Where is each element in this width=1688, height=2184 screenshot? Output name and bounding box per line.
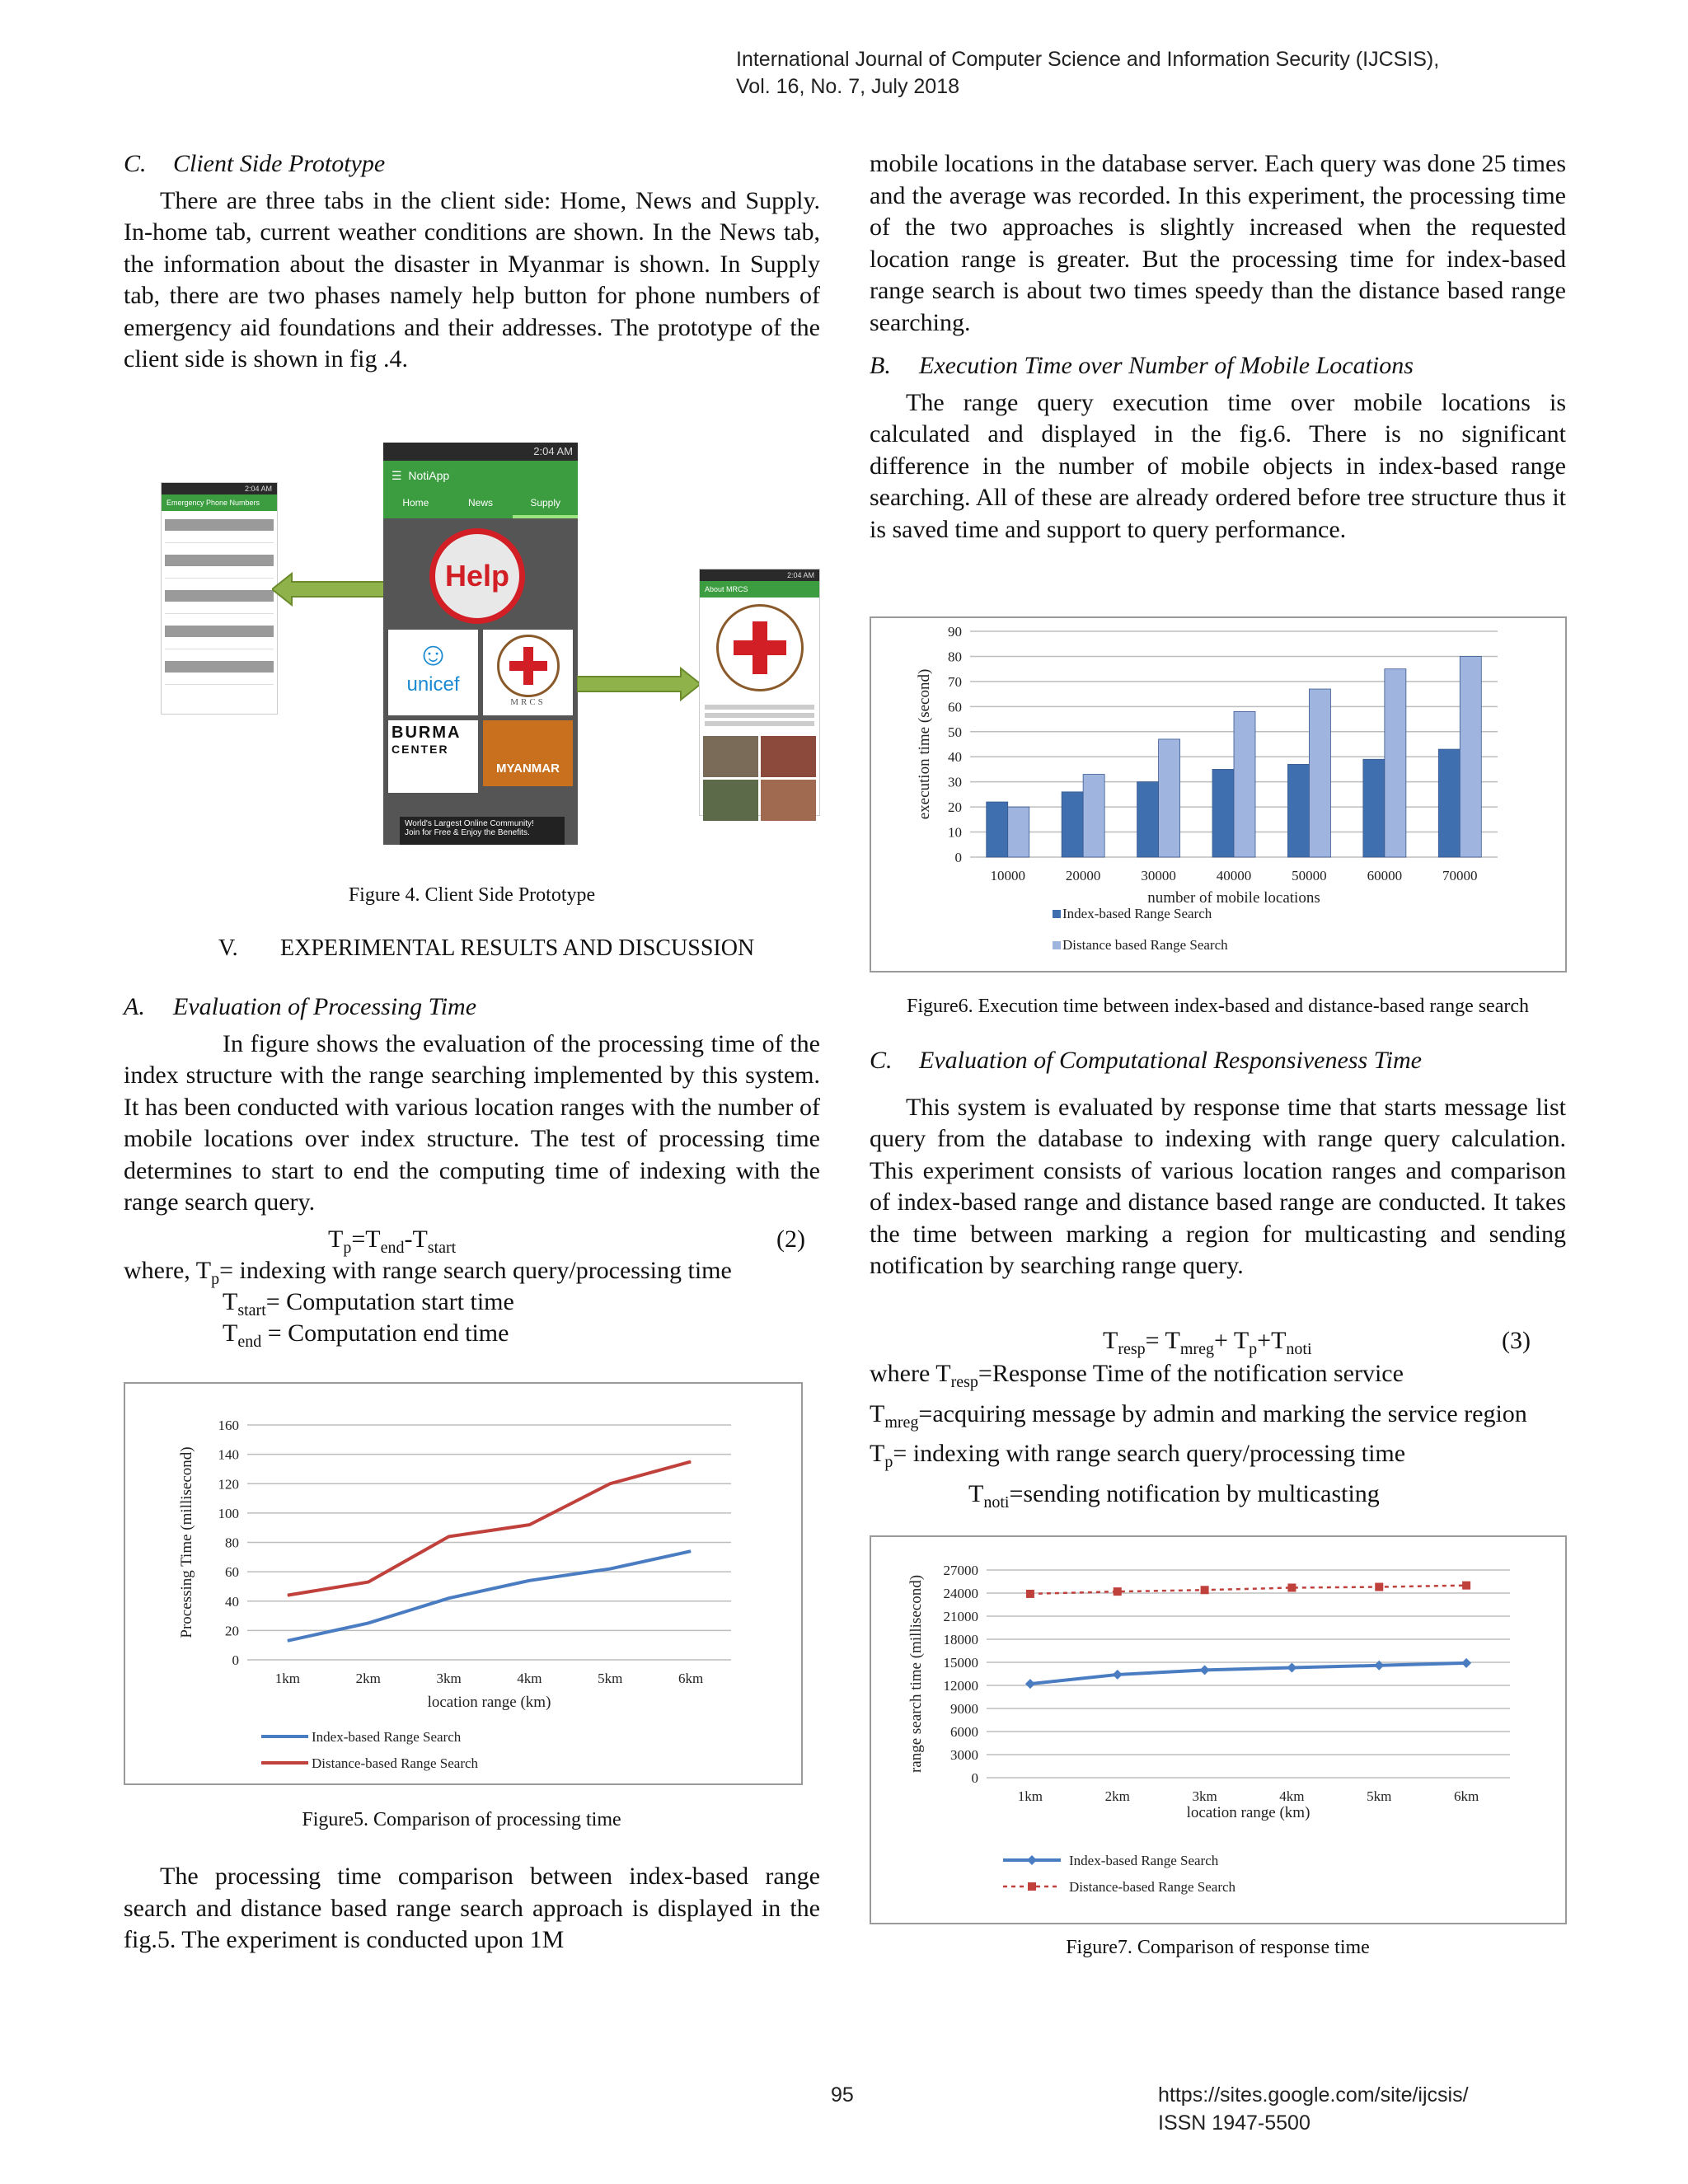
equation-2: $T_p=T_{end}-T_{start}$ — [328, 1226, 457, 1257]
fig5-legend-label: Distance-based Range Search — [312, 1755, 479, 1771]
fig7-x-tick-label: 5km — [1367, 1788, 1392, 1804]
fig7-y-tick-label: 12000 — [943, 1678, 978, 1694]
fig6-y-tick-label: 40 — [948, 749, 962, 766]
processing-time-line-chart — [125, 1384, 801, 1783]
fig7-data-point — [1287, 1663, 1296, 1673]
fig7-data-point — [1026, 1590, 1034, 1598]
fig7-y-tick-label: 0 — [971, 1770, 978, 1786]
fig7-legend-label: Index-based Range Search — [1069, 1853, 1219, 1868]
fig5-legend-label: Index-based Range Search — [312, 1729, 462, 1745]
fig7-y-tick-label: 6000 — [950, 1724, 978, 1740]
fig5-y-tick-label: 160 — [218, 1418, 239, 1433]
fig5-series-line — [288, 1551, 691, 1641]
fig6-x-tick-label: 20000 — [1065, 868, 1101, 883]
fig7-data-point — [1287, 1583, 1296, 1591]
fig5-data-point — [529, 1580, 530, 1581]
tab-news[interactable]: News — [468, 497, 494, 509]
fig6-bar — [1438, 749, 1460, 857]
app-name: NotiApp — [408, 469, 450, 482]
section-c-heading: C. Client Side Prototype — [124, 150, 386, 177]
phone-number-list — [162, 511, 277, 688]
status-bar: 2:04 AM — [383, 443, 578, 461]
fig5-data-point — [448, 1598, 449, 1599]
phone-screen-right: 2:04 AM About MRCS — [699, 569, 820, 816]
phone-screen-left — [161, 482, 278, 715]
emergency-title: Emergency Phone Numbers — [162, 494, 277, 511]
fig5-y-tick-label: 60 — [225, 1564, 239, 1581]
fig6-y-tick-label: 70 — [948, 673, 962, 690]
fig6-y-tick-label: 90 — [948, 624, 962, 640]
photo-grid — [700, 733, 819, 824]
fig6-x-tick-label: 70000 — [1442, 868, 1478, 883]
fig7-legend-marker — [1028, 1882, 1036, 1891]
response-time-line-chart — [871, 1537, 1565, 1923]
eq3-definitions: where $T_{resp}=Response$ Time of the notification service $T_{mreg}=acquiring$ message by admin and marking the service region $T_p=$ indexing with range search query/processing time $T_{noti}=sending$ notification by multicasting — [870, 1360, 1527, 1511]
fig5-data-point — [691, 1551, 692, 1552]
app-bar: ☰ NotiApp — [383, 461, 578, 490]
fig7-y-tick-label: 21000 — [943, 1609, 978, 1624]
fig6-bar — [1309, 689, 1330, 857]
mrcs-tile[interactable]: MRCS — [483, 630, 573, 715]
section-c-paragraph: There are three tabs in the client side: Home, News and Supply. In-home tab, current weather conditions are shown. In the News tab, the information about the disaster in Myanmar is shown. In Supply tab, there are two phases namely help button for phone numbers of emergency aid foundations and their addresses. The prototype of the client side is shown in fig .4. — [124, 186, 820, 373]
fig7-y-tick-label: 9000 — [950, 1701, 978, 1717]
figure-6-chart — [870, 616, 1567, 972]
org-grid — [383, 630, 578, 793]
fig5-x-tick-label: 6km — [678, 1671, 704, 1686]
fig6-x-tick-label: 60000 — [1367, 868, 1403, 883]
right-column-top — [870, 148, 1566, 546]
fig5-series-line — [288, 1462, 691, 1596]
figure-5-chart — [124, 1382, 803, 1785]
fig7-data-point — [1025, 1679, 1035, 1689]
fig5-x-axis-label: location range (km) — [427, 1694, 551, 1711]
fig6-bar — [1234, 711, 1255, 857]
fig7-data-point — [1200, 1665, 1210, 1675]
phone-screen-main — [383, 443, 578, 845]
fig6-y-tick-label: 60 — [948, 699, 962, 715]
fig5-discussion-paragraph: The processing time comparison between index-based range search and distance based range search approach is displayed in the fig.5. The experiment is conducted upon 1M — [124, 1863, 820, 1953]
tab-supply[interactable]: Supply — [513, 490, 578, 518]
fig6-bar — [1062, 792, 1083, 857]
fig5-x-tick-label: 2km — [355, 1671, 381, 1686]
ad-banner[interactable]: World's Largest Online Community! Join for Free & Enjoy the Benefits. — [400, 817, 565, 845]
fig7-y-tick-label: 3000 — [950, 1747, 978, 1763]
fig6-y-axis-label: execution time (second) — [916, 668, 933, 820]
fig7-y-tick-label: 27000 — [943, 1563, 978, 1578]
arrow-right-icon — [577, 663, 701, 705]
fig5-x-tick-label: 5km — [598, 1671, 623, 1686]
section-a-heading: A. Evaluation of Processing Time — [124, 993, 477, 1020]
figure-5-caption: Figure5. Comparison of processing time — [302, 1809, 621, 1830]
fig5-data-point — [287, 1640, 288, 1641]
fig7-data-point — [1375, 1583, 1383, 1591]
footer-issn: ISSN 1947-5500 — [1158, 2111, 1311, 2135]
fig6-y-tick-label: 80 — [948, 649, 962, 665]
fig7-x-tick-label: 6km — [1453, 1788, 1479, 1804]
tab-home[interactable]: Home — [402, 497, 429, 509]
fig6-y-tick-label: 50 — [948, 724, 962, 740]
fig6-x-axis-label: number of mobile locations — [1147, 889, 1320, 907]
section-v-heading: V. EXPERIMENTAL RESULTS AND DISCUSSION — [218, 935, 755, 961]
help-button[interactable]: Help — [429, 528, 525, 624]
fig5-y-tick-label: 0 — [232, 1652, 239, 1668]
section-c2-heading: C. Evaluation of Computational Responsiveness Time — [870, 1047, 1422, 1074]
fig6-x-tick-label: 50000 — [1292, 868, 1327, 883]
burma-center-tile[interactable]: BURMA CENTER — [388, 720, 478, 793]
unicef-tile[interactable]: ☺ unicef — [388, 630, 478, 715]
equation-3-number: (3) — [1502, 1327, 1531, 1354]
eq2-where-tend: $T_{end}$ = Computation end time — [223, 1319, 509, 1351]
about-title: About MRCS — [700, 581, 819, 598]
fig5-data-point — [610, 1568, 611, 1569]
left-column-bottom — [124, 1861, 820, 1957]
fig7-legend-label: Distance-based Range Search — [1069, 1879, 1236, 1895]
fig7-data-point — [1114, 1587, 1122, 1596]
fig6-y-tick-label: 20 — [948, 799, 962, 816]
figure-7-chart — [870, 1535, 1567, 1924]
fig5-y-tick-label: 80 — [225, 1535, 239, 1551]
fig5-data-point — [448, 1536, 449, 1537]
fig6-x-tick-label: 30000 — [1141, 868, 1176, 883]
fig5-data-point — [529, 1525, 530, 1526]
fig7-y-tick-label: 15000 — [943, 1655, 978, 1671]
fig5-data-point — [287, 1595, 288, 1596]
journal-volume: Vol. 16, No. 7, July 2018 — [736, 75, 960, 98]
equation-2-number: (2) — [776, 1226, 805, 1253]
section-b-paragraph: The range query execution time over mobile locations is calculated and displayed in the fig.6. There is no significant difference in the number of mobile objects in index-based range searching. All of these are already ordered before tree structure thus it is saved time and support to query performance. — [870, 388, 1566, 543]
footer-url[interactable]: https://sites.google.com/site/ijcsis/ — [1158, 2083, 1469, 2107]
equation-3: $T_{resp}= T_{mreg}+ T_p+T_{noti}$ — [1103, 1327, 1312, 1358]
fig5-y-tick-label: 100 — [218, 1505, 239, 1521]
fig7-x-tick-label: 4km — [1279, 1788, 1305, 1804]
arrow-left-icon — [272, 569, 387, 610]
fig5-y-tick-label: 20 — [225, 1623, 239, 1639]
eq2-where-tstart: $T_{start}=$ Computation start time — [223, 1288, 514, 1319]
fig5-y-tick-label: 140 — [218, 1446, 239, 1463]
fig7-legend-marker — [1027, 1855, 1037, 1865]
fig6-legend-label: Distance based Range Search — [1062, 937, 1228, 953]
fig7-data-point — [1461, 1658, 1471, 1668]
fig6-legend-label: Index-based Range Search — [1062, 906, 1212, 921]
fig6-y-tick-label: 30 — [948, 774, 962, 790]
fig7-data-point — [1462, 1582, 1470, 1590]
fig6-legend-swatch — [1053, 941, 1061, 949]
fig7-y-axis-label: range search time (millisecond) — [907, 1574, 925, 1774]
fig7-x-axis-label: location range (km) — [1186, 1804, 1311, 1821]
fig7-y-tick-label: 18000 — [943, 1632, 978, 1647]
fig7-data-point — [1113, 1670, 1123, 1680]
status-bar: 2:04 AM — [162, 483, 277, 494]
myanmar-tile[interactable]: MYANMAR — [483, 720, 573, 786]
journal-title: International Journal of Computer Science and Information Security (IJCSIS), — [736, 48, 1440, 71]
mrcs-logo — [716, 604, 804, 691]
section-c2-paragraph: This system is evaluated by response time that starts message list query from the database to indexing with range query calculation. This experiment consists of various location ranges and comparison of index-based range and distance based range are conducted. It takes the time between marking a region for multicasting and sending notification by searching range query. — [870, 1093, 1566, 1279]
left-column-section-a — [124, 991, 820, 1219]
page-number: 95 — [831, 2083, 854, 2107]
fig6-bar — [1159, 739, 1180, 857]
fig6-bar — [1083, 775, 1104, 857]
journal-header — [736, 46, 1439, 101]
fig6-y-tick-label: 0 — [954, 850, 962, 865]
fig6-x-tick-label: 40000 — [1216, 868, 1252, 883]
section-b-heading: B. Execution Time over Number of Mobile Locations — [870, 352, 1414, 379]
fig6-bar — [1137, 782, 1159, 857]
fig6-bar — [1287, 764, 1309, 857]
fig5-y-tick-label: 120 — [218, 1476, 239, 1493]
fig5-y-axis-label: Processing Time (millisecond) — [178, 1446, 195, 1638]
eq2-where-tp: where, $T_p=$ indexing with range search query/processing time — [124, 1257, 732, 1288]
fig7-y-tick-label: 24000 — [943, 1586, 978, 1601]
figure-6-caption: Figure6. Execution time between index-based and distance-based range search — [906, 996, 1530, 1017]
fig5-data-point — [610, 1483, 611, 1484]
figure-4-caption: Figure 4. Client Side Prototype — [348, 884, 596, 906]
fig6-bar — [1212, 769, 1234, 857]
help-area — [383, 518, 578, 630]
fig7-x-tick-label: 2km — [1104, 1788, 1130, 1804]
fig6-legend-swatch — [1053, 910, 1061, 918]
fig6-y-tick-label: 10 — [948, 824, 962, 841]
fig6-bar — [1363, 759, 1385, 857]
fig7-x-tick-label: 1km — [1017, 1788, 1043, 1804]
fig7-series-line — [1030, 1663, 1466, 1684]
fig6-bar — [1008, 807, 1029, 857]
fig7-data-point — [1201, 1586, 1209, 1594]
fig5-x-tick-label: 1km — [274, 1671, 301, 1686]
fig6-bar — [1385, 669, 1406, 857]
app-tabs — [383, 490, 578, 518]
fig5-x-tick-label: 4km — [517, 1671, 542, 1686]
fig6-x-tick-label: 10000 — [990, 868, 1025, 883]
execution-time-bar-chart — [871, 618, 1565, 971]
fig6-bar — [987, 802, 1008, 857]
fig6-bar — [1460, 656, 1481, 857]
fig5-data-point — [691, 1461, 692, 1462]
right-column-section-c — [870, 1045, 1566, 1282]
fig7-x-tick-label: 3km — [1192, 1788, 1217, 1804]
continued-paragraph: mobile locations in the database server. Each query was done 25 times and the average was recorded. In this experiment, the processing time of the two approaches is slightly increased when the requested location range is greater. But the processing time for index-based range search is about two times speedy than the distance based range searching. — [870, 150, 1566, 336]
fig5-x-tick-label: 3km — [436, 1671, 462, 1686]
left-column-top — [124, 148, 820, 376]
fig5-y-tick-label: 40 — [225, 1593, 239, 1610]
section-a-paragraph: In figure shows the evaluation of the processing time of the index structure with the range searching implemented by this system. It has been conducted with various location ranges with the number of mobile locations over index structure. The test of processing time determines to start to end the computing time of indexing with the range search query. — [124, 1029, 820, 1216]
figure-7-caption: Figure7. Comparison of response time — [1066, 1937, 1370, 1958]
